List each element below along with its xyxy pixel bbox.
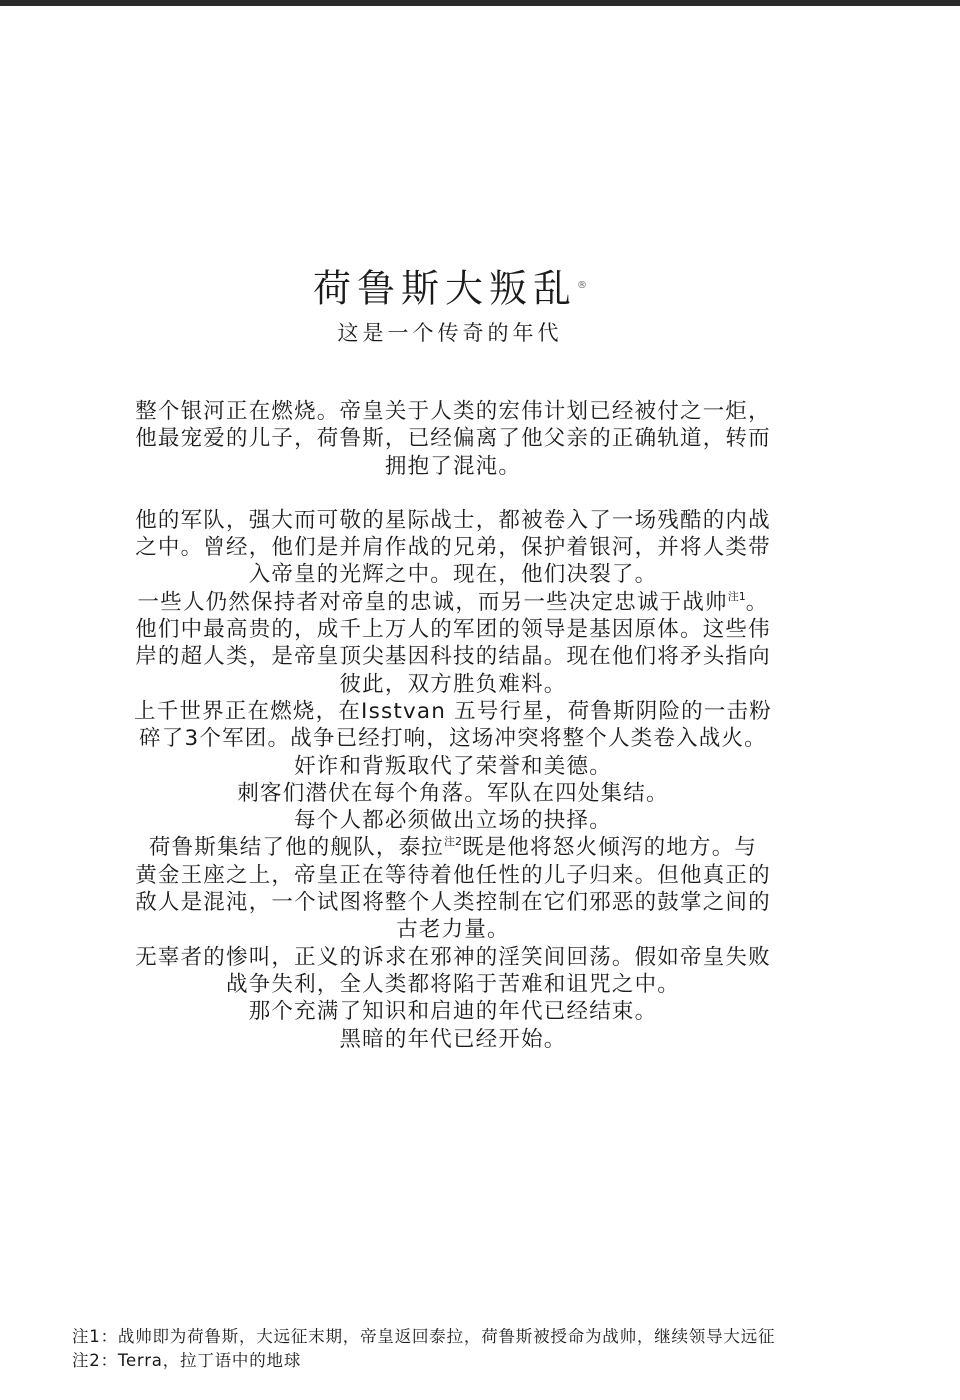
footnote-ref-2: 注2 (444, 835, 462, 849)
text-line: 每个人都必须做出立场的抉择。 (294, 808, 612, 834)
text-line: 他的军队，强大而可敬的星际战士，都被卷入了一场残酷的内战 (135, 507, 771, 533)
text-line: 上千世界正在燃烧，在Isstvan 五号行星，荷鲁斯阴险的一击粉 (134, 698, 772, 724)
text-line: 之中。曾经，他们是并肩作战的兄弟，保护着银河，并将人类带 (135, 535, 771, 561)
top-border (0, 0, 960, 6)
text-line: 荷鲁斯集结了他的舰队，泰拉$^{注2}$既是他将怒火倾泻的地方。与 (148, 835, 758, 861)
footnotes (72, 1325, 932, 1373)
text-line: 一些人仍然保持者对帝皇的忠诚，而另一些决定忠诚于战帅$^{注1}$。 (137, 589, 769, 615)
footnote-ref-1: 注1 (727, 589, 746, 603)
text-line: 刺客们潜伏在每个角落。军队在四处集结。 (237, 780, 669, 806)
paragraph-gap (108, 480, 798, 507)
page-subtitle: 这是一个传奇的年代 (337, 321, 563, 345)
registered-mark: ® (577, 280, 587, 291)
text-line: 黄金王座之上，帝皇正在等待着他任性的儿子归来。但他真正的 (135, 862, 771, 888)
text-line: 敌人是混沌，一个试图将整个人类控制在它们邪恶的鼓掌之间的 (135, 890, 771, 916)
text-line: 整个银河正在燃烧。帝皇关于人类的宏伟计划已经被付之一炬， (135, 399, 771, 424)
text-line: 黑暗的年代已经开始。 (339, 1026, 567, 1052)
text-line: 古老力量。 (396, 917, 510, 943)
text-line: 战争失利，全人类都将陷于苦难和诅咒之中。 (225, 971, 680, 997)
text-line: 无辜者的惨叫，正义的诉求在邪神的淫笑间回荡。假如帝皇失败 (135, 944, 771, 970)
text-line: 他们中最高贵的，成千上万人的军团的领导是基因原体。这些伟 (135, 617, 771, 643)
text-line: 入帝皇的光辉之中。现在，他们决裂了。 (248, 562, 658, 588)
page-title: 荷鲁斯大叛乱® (312, 266, 587, 311)
text-line: 碎了3个军团。战争已经打响，这场冲突将整个人类卷入战火。 (139, 726, 767, 752)
text-line: 彼此，双方胜负难料。 (339, 671, 567, 697)
text-line: 奸诈和背叛取代了荣誉和美德。 (294, 753, 612, 779)
text-line: 他最宠爱的儿子，荷鲁斯，已经偏离了他父亲的正确轨道，转而 (135, 426, 771, 452)
text-line: 那个充满了知识和启迪的年代已经结束。 (248, 999, 658, 1025)
text-line: 岸的超人类，是帝皇顶尖基因科技的结晶。现在他们将矛头指向 (135, 644, 771, 670)
text-line: 拥抱了混沌。 (384, 453, 522, 479)
footnote-2: 注2：Terra，拉丁语中的地球 (72, 1351, 302, 1370)
intro-text (108, 398, 798, 1053)
footnote-1: 注1：战帅即为荷鲁斯，大远征末期，帝皇返回泰拉，荷鲁斯被授命为战帅，继续领导大远征 (72, 1327, 776, 1346)
